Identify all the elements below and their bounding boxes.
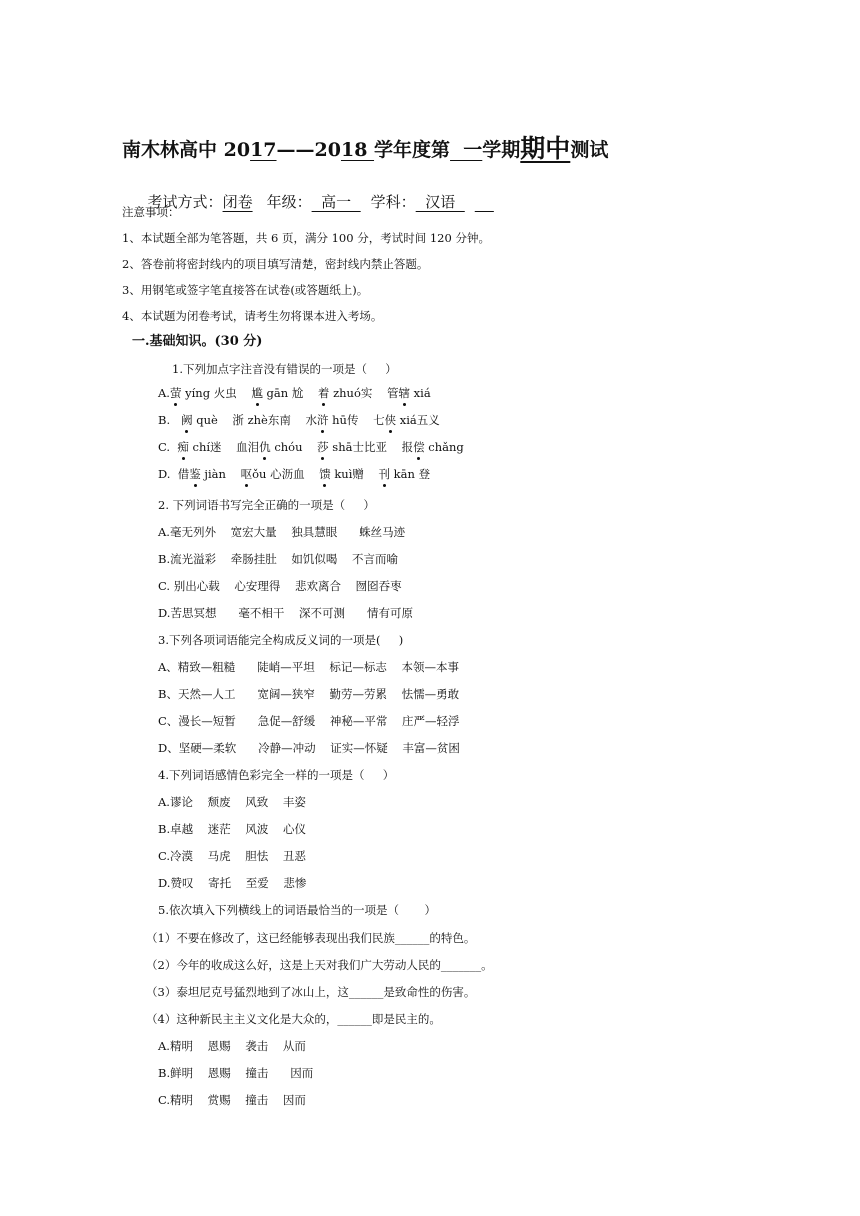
q5-sentence: （3）泰坦尼克号猛烈地到了冰山上，这______是致命性的伤害。: [146, 985, 476, 999]
q1-stem: 1.下列加点字注音没有错误的一项是（ ）: [172, 362, 397, 376]
exam-meta: [138, 173, 494, 212]
q1-option-c: C. 痴 chí迷 血泪仇 chóu 莎 shā士比亚 报偿 chǎng: [158, 440, 464, 454]
q2-option-c: C. 别出心载 心安理得 悲欢离合 囫囵吞枣: [158, 579, 402, 593]
subject-value: 汉语: [415, 193, 465, 211]
q3-option-b: B、天然—人工 宽阔—狭窄 勤劳—劳累 怯懦—勇敢: [158, 687, 460, 701]
q5-sentence: （2）今年的收成这么好，这是上天对我们广大劳动人民的_______。: [146, 958, 493, 972]
mode-label: 考试方式：: [147, 193, 223, 211]
subject-label: 学科：: [370, 193, 416, 211]
q4-option-d: D.赞叹 寄托 至爱 悲惨: [158, 876, 307, 890]
q5-option-b: B.鲜明 恩赐 撞击 因而: [158, 1066, 314, 1080]
section-heading: 一.基础知识。(30 分): [132, 334, 263, 349]
q3-option-c: C、漫长—短暂 急促—舒缓 神秘—平常 庄严—轻浮: [158, 714, 460, 728]
q4-option-a: A.谬论 颓废 风致 丰姿: [158, 795, 306, 809]
q1-option-b: B. 阙 què 浙 zhè东南 水浒 hū传 七侠 xiá五义: [158, 413, 440, 427]
grade-value: 高一: [311, 193, 361, 211]
q3-option-d: D、坚硬—柔软 冷静—冲动 证实—怀疑 丰富—贫困: [158, 741, 460, 755]
exam-title: 南木林高中 2017——2018 学年度第 一学期期中测试: [122, 134, 609, 163]
q3-stem: 3.下列各项词语能完全构成反义词的一项是( ): [158, 633, 404, 647]
q2-option-b: B.流光溢彩 牵肠挂肚 如饥似喝 不言而喻: [158, 552, 398, 566]
note-item: 4、本试题为闭卷考试，请考生勿将课本进入考场。: [122, 309, 383, 323]
q5-option-c: C.精明 赏赐 撞击 因而: [158, 1093, 306, 1107]
note-item: 2、答卷前将密封线内的项目填写清楚，密封线内禁止答题。: [122, 257, 429, 271]
q5-stem: 5.依次填入下列横线上的词语最恰当的一项是（ ）: [158, 903, 437, 917]
note-item: 3、用钢笔或签字笔直接答在试卷(或答题纸上)。: [122, 283, 369, 297]
q1-option-d: D. 借鉴 jiàn 呕ǒu 心沥血 馈 kuì赠 刊 kān 登: [158, 467, 431, 481]
q2-option-d: D.苦思冥想 毫不相干 深不可测 情有可原: [158, 606, 413, 620]
q4-option-b: B.卓越 迷茫 风波 心仪: [158, 822, 306, 836]
notes-heading: 注意事项：: [122, 205, 180, 219]
q5-sentence: （4）这种新民主主义文化是大众的，______即是民主的。: [146, 1012, 441, 1026]
q3-option-a: A、精致—粗糙 陡峭—平坦 标记—标志 本领—本事: [158, 660, 459, 674]
q2-option-a: A.毫无列外 宽宏大量 独具慧眼 蛛丝马迹: [158, 525, 406, 539]
q4-stem: 4.下列词语感情色彩完全一样的一项是（ ）: [158, 768, 395, 782]
note-item: 1、本试题全部为笔答题，共 6 页，满分 100 分，考试时间 120 分钟。: [122, 231, 490, 245]
q5-sentence: （1）不要在修改了，这已经能够表现出我们民族______的特色。: [146, 931, 476, 945]
q5-option-a: A.精明 恩赐 袭击 从而: [158, 1039, 306, 1053]
mode-value: 闭卷: [222, 193, 253, 211]
q4-option-c: C.冷漠 马虎 胆怯 丑恶: [158, 849, 306, 863]
q1-option-a: A.萤 yíng 火虫 尴 gān 尬 着 zhuó实 管辖 xiá: [158, 386, 431, 400]
grade-label: 年级：: [266, 193, 312, 211]
q2-stem: 2. 下列词语书写完全正确的一项是（ ）: [158, 498, 375, 512]
